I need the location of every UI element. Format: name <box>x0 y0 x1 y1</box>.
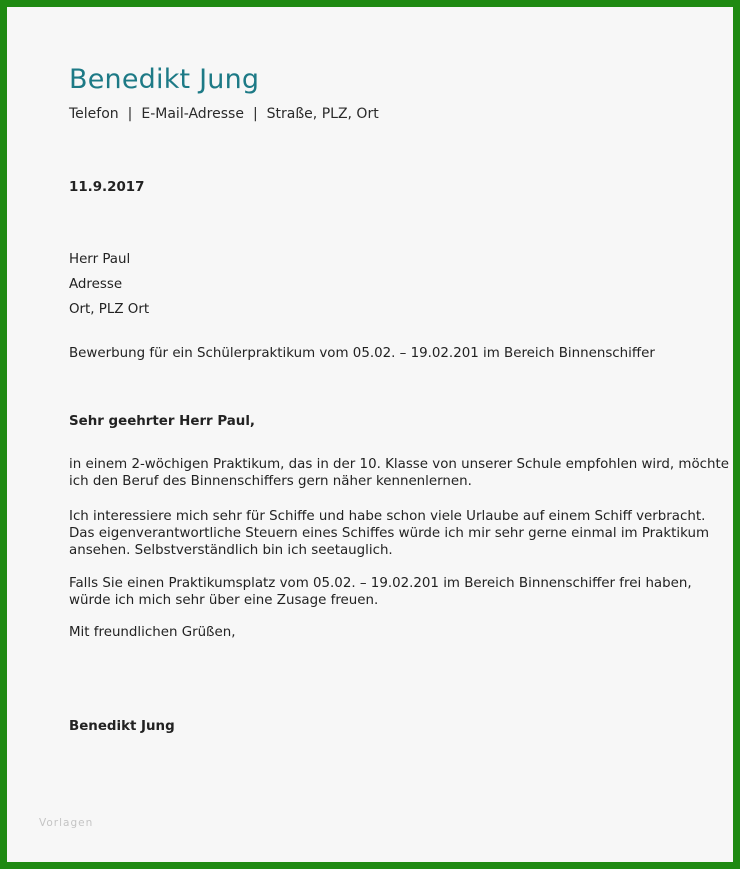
recipient-name: Herr Paul <box>69 252 131 267</box>
letter-subject: Bewerbung für ein Schülerpraktikum vom 05.02. – 19.02.201 im Bereich Binnenschiffer <box>69 346 655 361</box>
body-paragraph-1 <box>69 456 729 490</box>
recipient-address: Adresse <box>69 277 123 292</box>
sender-name: Benedikt Jung <box>69 64 260 95</box>
body-paragraph-2 <box>69 508 709 559</box>
paragraph-line: in einem 2-wöchigen Praktikum, das in der 10. Klasse von unserer Schule empfohlen wird, möchte <box>69 457 729 472</box>
letter-signature: Benedikt Jung <box>69 719 175 734</box>
paragraph-line: Ich interessiere mich sehr für Schiffe und habe schon viele Urlaube auf einem Schiff verbracht. <box>69 509 706 524</box>
watermark: Vorlagen <box>39 817 94 829</box>
recipient-block <box>69 251 149 326</box>
letter-closing: Mit freundlichen Grüßen, <box>69 625 236 640</box>
letter-date: 11.9.2017 <box>69 180 145 195</box>
contact-separator: | <box>127 106 133 122</box>
contact-address: Straße, PLZ, Ort <box>266 106 379 122</box>
contact-separator: | <box>252 106 258 122</box>
letter-salutation: Sehr geehrter Herr Paul, <box>69 414 256 429</box>
paragraph-line: ich den Beruf des Binnenschiffers gern näher kennenlernen. <box>69 474 472 489</box>
contact-phone: Telefon <box>69 106 119 122</box>
paragraph-line: ansehen. Selbstverständlich bin ich seetauglich. <box>69 543 393 558</box>
recipient-city: Ort, PLZ Ort <box>69 302 150 317</box>
sender-contact-line <box>69 106 379 123</box>
paragraph-line: Falls Sie einen Praktikumsplatz vom 05.02. – 19.02.201 im Bereich Binnenschiffer frei haben, <box>69 576 692 591</box>
contact-email: E-Mail-Adresse <box>141 106 244 122</box>
paragraph-line: Das eigenverantwortliche Steuern eines Schiffes würde ich mir sehr gerne einmal im Praktikum <box>69 526 709 541</box>
paragraph-line: würde ich mich sehr über eine Zusage freuen. <box>69 593 379 608</box>
body-paragraph-3 <box>69 575 692 609</box>
letter-page <box>7 7 733 862</box>
